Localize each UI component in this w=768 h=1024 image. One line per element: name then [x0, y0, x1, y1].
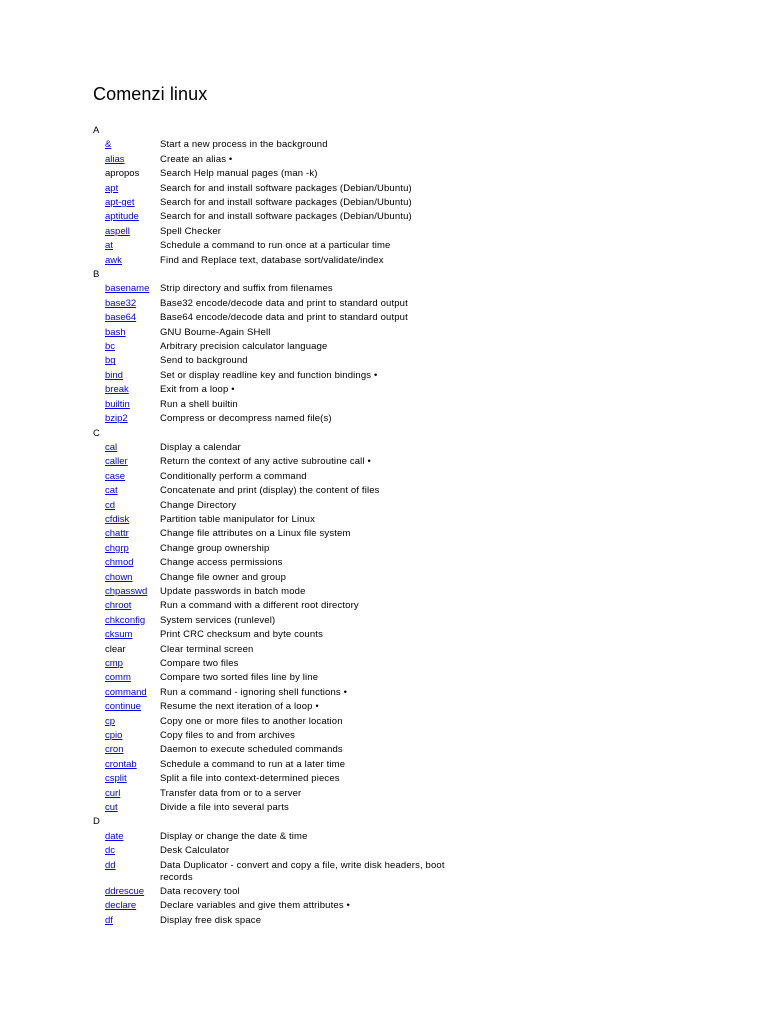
command-description: Print CRC checksum and byte counts — [160, 629, 323, 641]
command-row — [93, 297, 733, 311]
command-row — [93, 772, 733, 786]
command-row — [93, 527, 733, 541]
command-description: Change group ownership — [160, 542, 270, 554]
command-description: Search Help manual pages (man -k) — [160, 168, 318, 180]
section-b — [93, 268, 733, 426]
command-description: Compress or decompress named file(s) — [160, 413, 332, 425]
command-row — [93, 441, 733, 455]
command-row — [93, 556, 733, 570]
command-row — [93, 585, 733, 599]
command-row — [93, 758, 733, 772]
command-link[interactable]: bind — [105, 369, 123, 381]
command-row — [93, 412, 733, 426]
command-row — [93, 326, 733, 340]
command-row — [93, 239, 733, 253]
command-link[interactable]: cd — [105, 499, 116, 511]
command-description: Display or change the date & time — [160, 830, 308, 842]
command-row — [93, 311, 733, 325]
command-description: Search for and install software packages (Debian/Ubuntu) — [160, 211, 412, 223]
command-row — [93, 899, 733, 913]
command-row — [93, 153, 733, 167]
command-link[interactable]: & — [105, 139, 112, 151]
command-row — [93, 700, 733, 714]
command-link[interactable]: dc — [105, 845, 116, 857]
command-link[interactable]: continue — [105, 701, 141, 713]
command-description: Daemon to execute scheduled commands — [160, 744, 343, 756]
command-link[interactable]: cpio — [105, 730, 123, 742]
command-description: Run a shell builtin — [160, 398, 238, 410]
command-row — [93, 210, 733, 224]
command-row — [93, 787, 733, 801]
command-row — [93, 340, 733, 354]
command-description: Divide a file into several parts — [160, 802, 289, 814]
command-row — [93, 254, 733, 268]
command-link[interactable]: apt-get — [105, 197, 135, 209]
section-c — [93, 427, 733, 816]
command-row — [93, 830, 733, 844]
command-description: Set or display readline key and function bindings • — [160, 369, 378, 381]
section-letter: C — [93, 427, 100, 439]
command-description: Change Directory — [160, 499, 237, 511]
command-description: Base32 encode/decode data and print to standard output — [160, 297, 408, 309]
command-link[interactable]: aspell — [105, 225, 130, 237]
command-description: Arbitrary precision calculator language — [160, 341, 328, 353]
command-link[interactable]: bc — [105, 341, 116, 353]
command-link[interactable]: break — [105, 384, 129, 396]
command-description: Copy one or more files to another location — [160, 715, 343, 727]
command-link[interactable]: caller — [105, 456, 128, 468]
command-description: System services (runlevel) — [160, 614, 276, 626]
command-description: Display free disk space — [160, 914, 262, 926]
command-row — [93, 542, 733, 556]
command-row — [93, 643, 733, 657]
command-row — [93, 182, 733, 196]
command-link[interactable]: builtin — [105, 398, 130, 410]
command-link[interactable]: apt — [105, 182, 119, 194]
command-link[interactable]: cmp — [105, 657, 123, 669]
command-link[interactable]: bzip2 — [105, 413, 128, 425]
command-name: apropos — [105, 168, 140, 180]
command-description: Clear terminal screen — [160, 643, 254, 655]
command-row — [93, 138, 733, 152]
command-link[interactable]: chkconfig — [105, 614, 146, 626]
command-list — [93, 124, 733, 928]
command-link[interactable]: cron — [105, 744, 124, 756]
command-description: Schedule a command to run once at a particular time — [160, 240, 391, 252]
command-row — [93, 455, 733, 469]
command-description: GNU Bourne-Again SHell — [160, 326, 271, 338]
command-description: Spell Checker — [160, 225, 222, 237]
command-link[interactable]: cut — [105, 802, 118, 814]
command-link[interactable]: date — [105, 830, 124, 842]
command-description: Data Duplicator - convert and copy a file, write disk headers, boot records — [160, 859, 445, 884]
command-link[interactable]: case — [105, 470, 126, 482]
command-row — [93, 628, 733, 642]
command-description: Conditionally perform a command — [160, 470, 307, 482]
command-link[interactable]: crontab — [105, 758, 137, 770]
command-row — [93, 729, 733, 743]
command-description: Display a calendar — [160, 441, 241, 453]
command-description: Split a file into context-determined pieces — [160, 773, 340, 785]
command-link[interactable]: chattr — [105, 528, 129, 540]
command-link[interactable]: command — [105, 686, 147, 698]
command-link[interactable]: bg — [105, 355, 116, 367]
command-link[interactable]: dd — [105, 859, 116, 871]
command-row — [93, 354, 733, 368]
command-row — [93, 167, 733, 181]
command-description: Change file attributes on a Linux file system — [160, 528, 351, 540]
command-row — [93, 398, 733, 412]
command-description: Compare two sorted files line by line — [160, 672, 319, 684]
command-description: Search for and install software packages (Debian/Ubuntu) — [160, 182, 412, 194]
command-description: Change access permissions — [160, 557, 283, 569]
section-letter: B — [93, 269, 100, 281]
command-link[interactable]: csplit — [105, 773, 127, 785]
command-link[interactable]: comm — [105, 672, 131, 684]
command-description: Base64 encode/decode data and print to standard output — [160, 312, 408, 324]
command-description: Run a command with a different root directory — [160, 600, 359, 612]
command-row — [93, 885, 733, 899]
command-row — [93, 499, 733, 513]
command-link[interactable]: declare — [105, 900, 137, 912]
command-link[interactable]: cal — [105, 441, 118, 453]
command-link[interactable]: cfdisk — [105, 513, 130, 525]
command-description: Run a command - ignoring shell functions • — [160, 686, 348, 698]
command-row — [93, 686, 733, 700]
command-row — [93, 715, 733, 729]
page-title: Comenzi linux — [93, 84, 208, 104]
command-description: Change file owner and group — [160, 571, 287, 583]
command-description: Copy files to and from archives — [160, 730, 296, 742]
command-row — [93, 369, 733, 383]
command-description: Desk Calculator — [160, 845, 230, 857]
command-row — [93, 801, 733, 815]
command-link[interactable]: at — [105, 240, 113, 252]
command-description: Return the context of any active subroutine call • — [160, 456, 371, 468]
command-description: Update passwords in batch mode — [160, 585, 306, 597]
section-d — [93, 815, 733, 928]
command-link[interactable]: df — [105, 914, 113, 926]
command-description: Data recovery tool — [160, 885, 240, 897]
command-row — [93, 657, 733, 671]
command-link[interactable]: cp — [105, 715, 116, 727]
section-letter: D — [93, 816, 100, 828]
command-description: Create an alias • — [160, 153, 233, 165]
command-row — [93, 571, 733, 585]
command-description: Exit from a loop • — [160, 384, 235, 396]
command-link[interactable]: curl — [105, 787, 121, 799]
command-row — [93, 383, 733, 397]
command-row — [93, 743, 733, 757]
command-link[interactable]: ddrescue — [105, 885, 145, 897]
command-row — [93, 470, 733, 484]
command-link[interactable]: awk — [105, 254, 122, 266]
command-row — [93, 282, 733, 296]
command-row — [93, 484, 733, 498]
command-link[interactable]: chgrp — [105, 542, 129, 554]
command-row — [93, 196, 733, 210]
command-description: Start a new process in the background — [160, 139, 328, 151]
command-row — [93, 225, 733, 239]
command-row — [93, 599, 733, 613]
command-link[interactable]: bash — [105, 326, 126, 338]
command-row — [93, 513, 733, 527]
command-row — [93, 859, 733, 885]
command-description: Concatenate and print (display) the content of files — [160, 485, 380, 497]
command-row — [93, 671, 733, 685]
command-description: Send to background — [160, 355, 248, 367]
command-link[interactable]: chmod — [105, 557, 134, 569]
command-row — [93, 614, 733, 628]
command-link[interactable]: aptitude — [105, 211, 139, 223]
command-description: Resume the next iteration of a loop • — [160, 701, 319, 713]
command-name: clear — [105, 643, 126, 655]
command-description: Declare variables and give them attributes • — [160, 900, 350, 912]
command-link[interactable]: alias — [105, 153, 125, 165]
section-letter: A — [93, 125, 100, 136]
command-link[interactable]: cksum — [105, 629, 133, 641]
command-link[interactable]: chown — [105, 571, 133, 583]
command-link[interactable]: basename — [105, 283, 150, 295]
command-row — [93, 844, 733, 858]
command-link[interactable]: base64 — [105, 312, 137, 324]
command-link[interactable]: base32 — [105, 297, 137, 309]
command-description: Search for and install software packages (Debian/Ubuntu) — [160, 197, 412, 209]
command-link[interactable]: cat — [105, 485, 118, 497]
command-link[interactable]: chroot — [105, 600, 132, 612]
command-description: Schedule a command to run at a later time — [160, 758, 346, 770]
section-a — [93, 124, 733, 268]
command-description: Find and Replace text, database sort/validate/index — [160, 254, 384, 266]
command-description: Strip directory and suffix from filenames — [160, 283, 333, 295]
command-row — [93, 914, 733, 928]
command-description: Compare two files — [160, 657, 239, 669]
command-link[interactable]: chpasswd — [105, 585, 148, 597]
command-description: Transfer data from or to a server — [160, 787, 302, 799]
command-description: Partition table manipulator for Linux — [160, 513, 315, 525]
